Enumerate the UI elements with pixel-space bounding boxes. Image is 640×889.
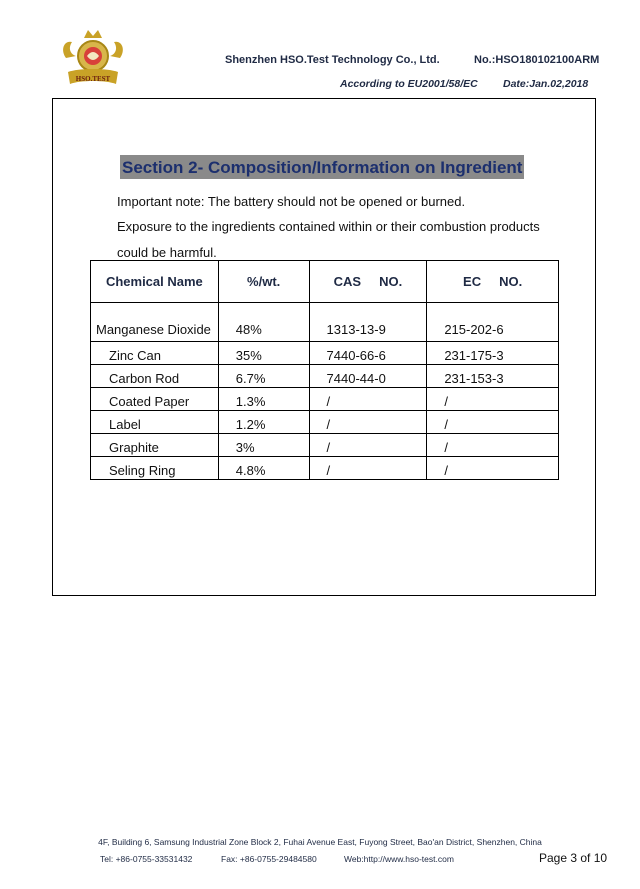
footer-website: Web:http://www.hso-test.com [344,854,454,864]
company-logo [58,28,128,94]
ec-number: / [427,411,559,434]
cas-number: / [309,457,427,480]
footer-fax: Fax: +86-0755-29484580 [221,854,317,864]
header-ec-no: EC NO. [427,261,559,303]
table-row [91,342,559,365]
ec-number: / [427,434,559,457]
cas-number: 7440-66-6 [309,342,427,365]
ec-number: 231-175-3 [427,342,559,365]
cas-number: 7440-44-0 [309,365,427,388]
weight-percent: 4.8% [218,457,309,480]
regulation-reference: According to EU2001/58/EC [340,78,478,90]
page-number: Page 3 of 10 [539,851,608,865]
table-row [91,434,559,457]
chemical-name: Zinc Can [91,342,219,365]
header-chemical-name: Chemical Name [91,261,219,303]
chemical-name: Carbon Rod [91,365,219,388]
composition-table [90,260,559,480]
cas-number: / [309,388,427,411]
weight-percent: 1.2% [218,411,309,434]
table-row [91,457,559,480]
chemical-name: Graphite [91,434,219,457]
footer-telephone: Tel: +86-0755-33531432 [100,854,193,864]
important-note: Important note: The battery should not be opened or burned. [117,194,466,209]
chemical-name: Manganese Dioxide [91,303,219,342]
table-row [91,411,559,434]
cas-number: / [309,434,427,457]
exposure-note: Exposure to the ingredients contained within or their combustion products [117,219,540,234]
crest-icon [58,28,128,94]
section-title: Section 2- Composition/Information on Ingredient [120,155,524,179]
cas-number: / [309,411,427,434]
chemical-name: Coated Paper [91,388,219,411]
ec-number: 231-153-3 [427,365,559,388]
weight-percent: 1.3% [218,388,309,411]
weight-percent: 6.7% [218,365,309,388]
svg-text:HSO.TEST: HSO.TEST [75,75,111,83]
report-number: No.:HSO180102100ARM [474,54,600,66]
weight-percent: 48% [218,303,309,342]
table-header-row [91,261,559,303]
table-row [91,388,559,411]
table-row [91,303,559,342]
ec-number: / [427,457,559,480]
ec-number: / [427,388,559,411]
header-cas-no: CAS NO. [309,261,427,303]
exposure-note-cont: could be harmful. [117,245,217,260]
weight-percent: 3% [218,434,309,457]
report-date: Date:Jan.02,2018 [503,78,589,90]
ec-number: 215-202-6 [427,303,559,342]
footer-address: 4F, Building 6, Samsung Industrial Zone Block 2, Fuhai Avenue East, Fuyong Street, Bao'an District, Shenzhen, China [98,837,542,847]
chemical-name: Seling Ring [91,457,219,480]
cas-number: 1313-13-9 [309,303,427,342]
chemical-name: Label [91,411,219,434]
weight-percent: 35% [218,342,309,365]
table-row [91,365,559,388]
header-weight: %/wt. [218,261,309,303]
company-name: Shenzhen HSO.Test Technology Co., Ltd. [225,54,440,66]
